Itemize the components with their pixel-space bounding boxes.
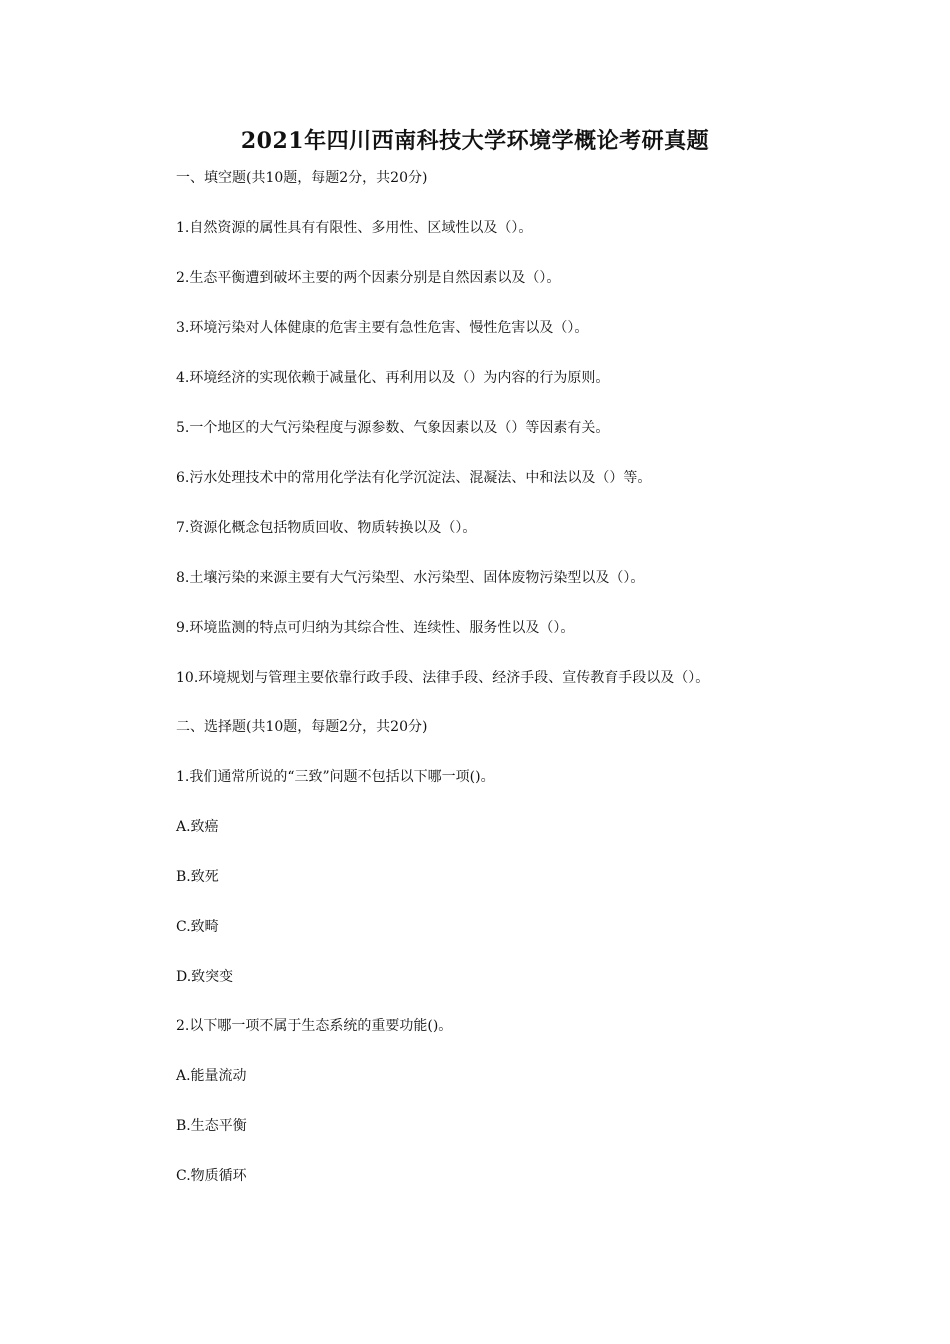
choice-question-1-stem: 1.我们通常所说的“三致”问题不包括以下哪一项()。 — [176, 769, 495, 785]
fill-question-7: 7.资源化概念包括物质回收、物质转换以及（）。 — [176, 520, 477, 536]
fill-question-3: 3.环境污染对人体健康的危害主要有急性危害、慢性危害以及（）。 — [176, 320, 589, 336]
fill-question-6: 6.污水处理技术中的常用化学法有化学沉淀法、混凝法、中和法以及（）等。 — [176, 470, 652, 486]
fill-question-4: 4.环境经济的实现依赖于减量化、再利用以及（）为内容的行为原则。 — [176, 370, 610, 386]
choice-question-2-stem: 2.以下哪一项不属于生态系统的重要功能()。 — [176, 1018, 453, 1034]
choice-question-1-option-b: B.致死 — [176, 869, 219, 885]
section-heading-fill-in: 一、填空题(共10题，每题2分，共20分) — [176, 170, 428, 186]
section-heading-choice: 二、选择题(共10题，每题2分，共20分) — [176, 719, 428, 735]
choice-question-2-option-a: A.能量流动 — [176, 1068, 247, 1084]
choice-question-1-option-c: C.致畸 — [176, 919, 219, 935]
choice-question-2-option-b: B.生态平衡 — [176, 1118, 247, 1134]
fill-question-5: 5.一个地区的大气污染程度与源参数、气象因素以及（）等因素有关。 — [176, 420, 610, 436]
fill-question-2: 2.生态平衡遭到破坏主要的两个因素分别是自然因素以及（）。 — [176, 270, 561, 286]
fill-question-8: 8.土壤污染的来源主要有大气污染型、水污染型、固体废物污染型以及（）。 — [176, 570, 645, 586]
fill-question-10: 10.环境规划与管理主要依靠行政手段、法律手段、经济手段、宣传教育手段以及（）。 — [176, 670, 710, 686]
choice-question-1-option-d: D.致突变 — [176, 969, 234, 985]
document-title: 2021年四川西南科技大学环境学概论考研真题 — [240, 128, 710, 154]
fill-question-1: 1.自然资源的属性具有有限性、多用性、区域性以及（）。 — [176, 220, 533, 236]
fill-question-9: 9.环境监测的特点可归纳为其综合性、连续性、服务性以及（）。 — [176, 620, 575, 636]
choice-question-1-option-a: A.致癌 — [176, 819, 219, 835]
choice-question-2-option-c: C.物质循环 — [176, 1168, 247, 1184]
